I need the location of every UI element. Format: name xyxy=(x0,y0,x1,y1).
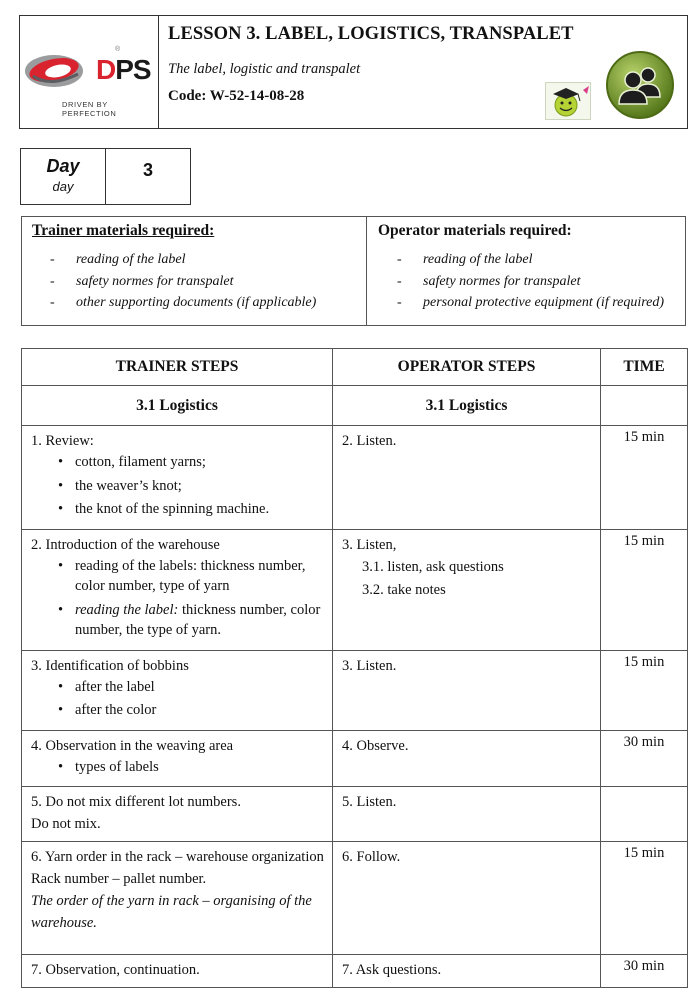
table-row xyxy=(22,426,688,530)
step-time xyxy=(601,787,688,842)
operator-step: 4. Observe. xyxy=(333,730,601,787)
operator-step: 6. Follow. xyxy=(333,842,601,955)
trainer-step: 7. Observation, continuation. xyxy=(22,955,333,988)
operator-materials xyxy=(367,217,685,325)
day-box xyxy=(20,148,191,205)
operator-materials-list xyxy=(397,249,664,314)
bullet-item: • reading of the labels: thickness number, color number, type of yarn xyxy=(75,556,324,597)
section-time xyxy=(601,386,688,426)
operator-materials-heading: Operator materials required: xyxy=(378,222,572,239)
step-time: 15 min xyxy=(601,842,688,955)
col-header-operator: OPERATOR STEPS xyxy=(333,349,601,386)
lesson-subtitle: The label, logistic and transpalet xyxy=(168,61,361,77)
trainer-materials-list xyxy=(50,249,316,314)
list-item: - other supporting documents (if applicable) xyxy=(50,295,317,310)
operator-step: 3. Listen. xyxy=(333,650,601,730)
list-item: - safety normes for transpalet xyxy=(397,273,581,289)
section-operator: 3.1 Logistics xyxy=(333,386,601,426)
trainer-step: 5. Do not mix different lot numbers. Do not mix. xyxy=(22,787,333,842)
bullet-item: • after the label xyxy=(75,677,324,698)
svg-text:®: ® xyxy=(115,46,121,53)
table-row xyxy=(22,787,688,842)
list-item: - reading of the label xyxy=(397,252,533,267)
trainer-materials-heading: Trainer materials required: xyxy=(32,222,215,239)
step-time: 15 min xyxy=(601,650,688,730)
table-row xyxy=(22,650,688,730)
users-group-icon xyxy=(605,50,675,120)
trainer-step: 1. Review: • cotton, filament yarns; • the weaver’s knot; • the knot of the spinning machine. xyxy=(22,426,333,530)
table-row xyxy=(22,842,688,955)
table-row xyxy=(22,529,688,650)
day-label xyxy=(21,149,106,204)
day-label-sub: day xyxy=(52,179,74,194)
bullet-item: • after the color xyxy=(75,700,324,721)
graduate-smiley-icon xyxy=(545,82,591,120)
lesson-code: Code: W-52-14-08-28 xyxy=(168,88,305,104)
trainer-step: 4. Observation in the weaving area • types of labels xyxy=(22,730,333,787)
steps-table xyxy=(21,348,688,988)
list-item: - reading of the label xyxy=(50,252,186,267)
materials-box xyxy=(21,216,686,326)
step-time: 15 min xyxy=(601,529,688,650)
col-header-time: TIME xyxy=(601,349,688,386)
step-time: 30 min xyxy=(601,730,688,787)
company-logo: ® DPS DRIVEN BY PERFECTION xyxy=(20,16,159,128)
operator-step: 2. Listen. xyxy=(333,426,601,530)
table-row xyxy=(22,955,688,988)
list-item: - personal protective equipment (if required) xyxy=(397,295,665,310)
table-row xyxy=(22,730,688,787)
step-time: 30 min xyxy=(601,955,688,988)
bullet-item: • cotton, filament yarns; xyxy=(75,452,324,473)
list-item: - safety normes for transpalet xyxy=(50,273,234,289)
step-time: 15 min xyxy=(601,426,688,530)
day-value: 3 xyxy=(142,160,153,180)
logo-tagline: DRIVEN BY PERFECTION xyxy=(62,100,117,118)
trainer-step: 3. Identification of bobbins • after the label • after the color xyxy=(22,650,333,730)
trainer-materials xyxy=(22,217,367,325)
col-header-trainer: TRAINER STEPS xyxy=(22,349,333,386)
bullet-item: • the knot of the spinning machine. xyxy=(75,499,324,520)
operator-step: 3. Listen, 3.1. listen, ask questions 3.2. take notes xyxy=(333,529,601,650)
operator-step: 5. Listen. xyxy=(333,787,601,842)
table-header-row xyxy=(22,349,688,386)
operator-step: 7. Ask questions. xyxy=(333,955,601,988)
bullet-item: • the weaver’s knot; xyxy=(75,476,324,497)
bullet-item: • types of labels xyxy=(75,757,324,778)
lesson-title: LESSON 3. LABEL, LOGISTICS, TRANSPALET xyxy=(168,24,574,44)
lesson-header xyxy=(19,15,688,129)
trainer-step: 6. Yarn order in the rack – warehouse organization Rack number – pallet number. The order of the yarn in rack – organising of the warehouse. xyxy=(22,842,333,955)
day-label-main: Day xyxy=(46,156,80,176)
bullet-item: • reading the label: thickness number, color number, the type of yarn. xyxy=(75,600,324,641)
trainer-step: 2. Introduction of the warehouse • reading of the labels: thickness number, color number, type of yarn • reading the label: thickness number, color number, the type of yarn. xyxy=(22,529,333,650)
section-row xyxy=(22,386,688,426)
section-trainer: 3.1 Logistics xyxy=(22,386,333,426)
